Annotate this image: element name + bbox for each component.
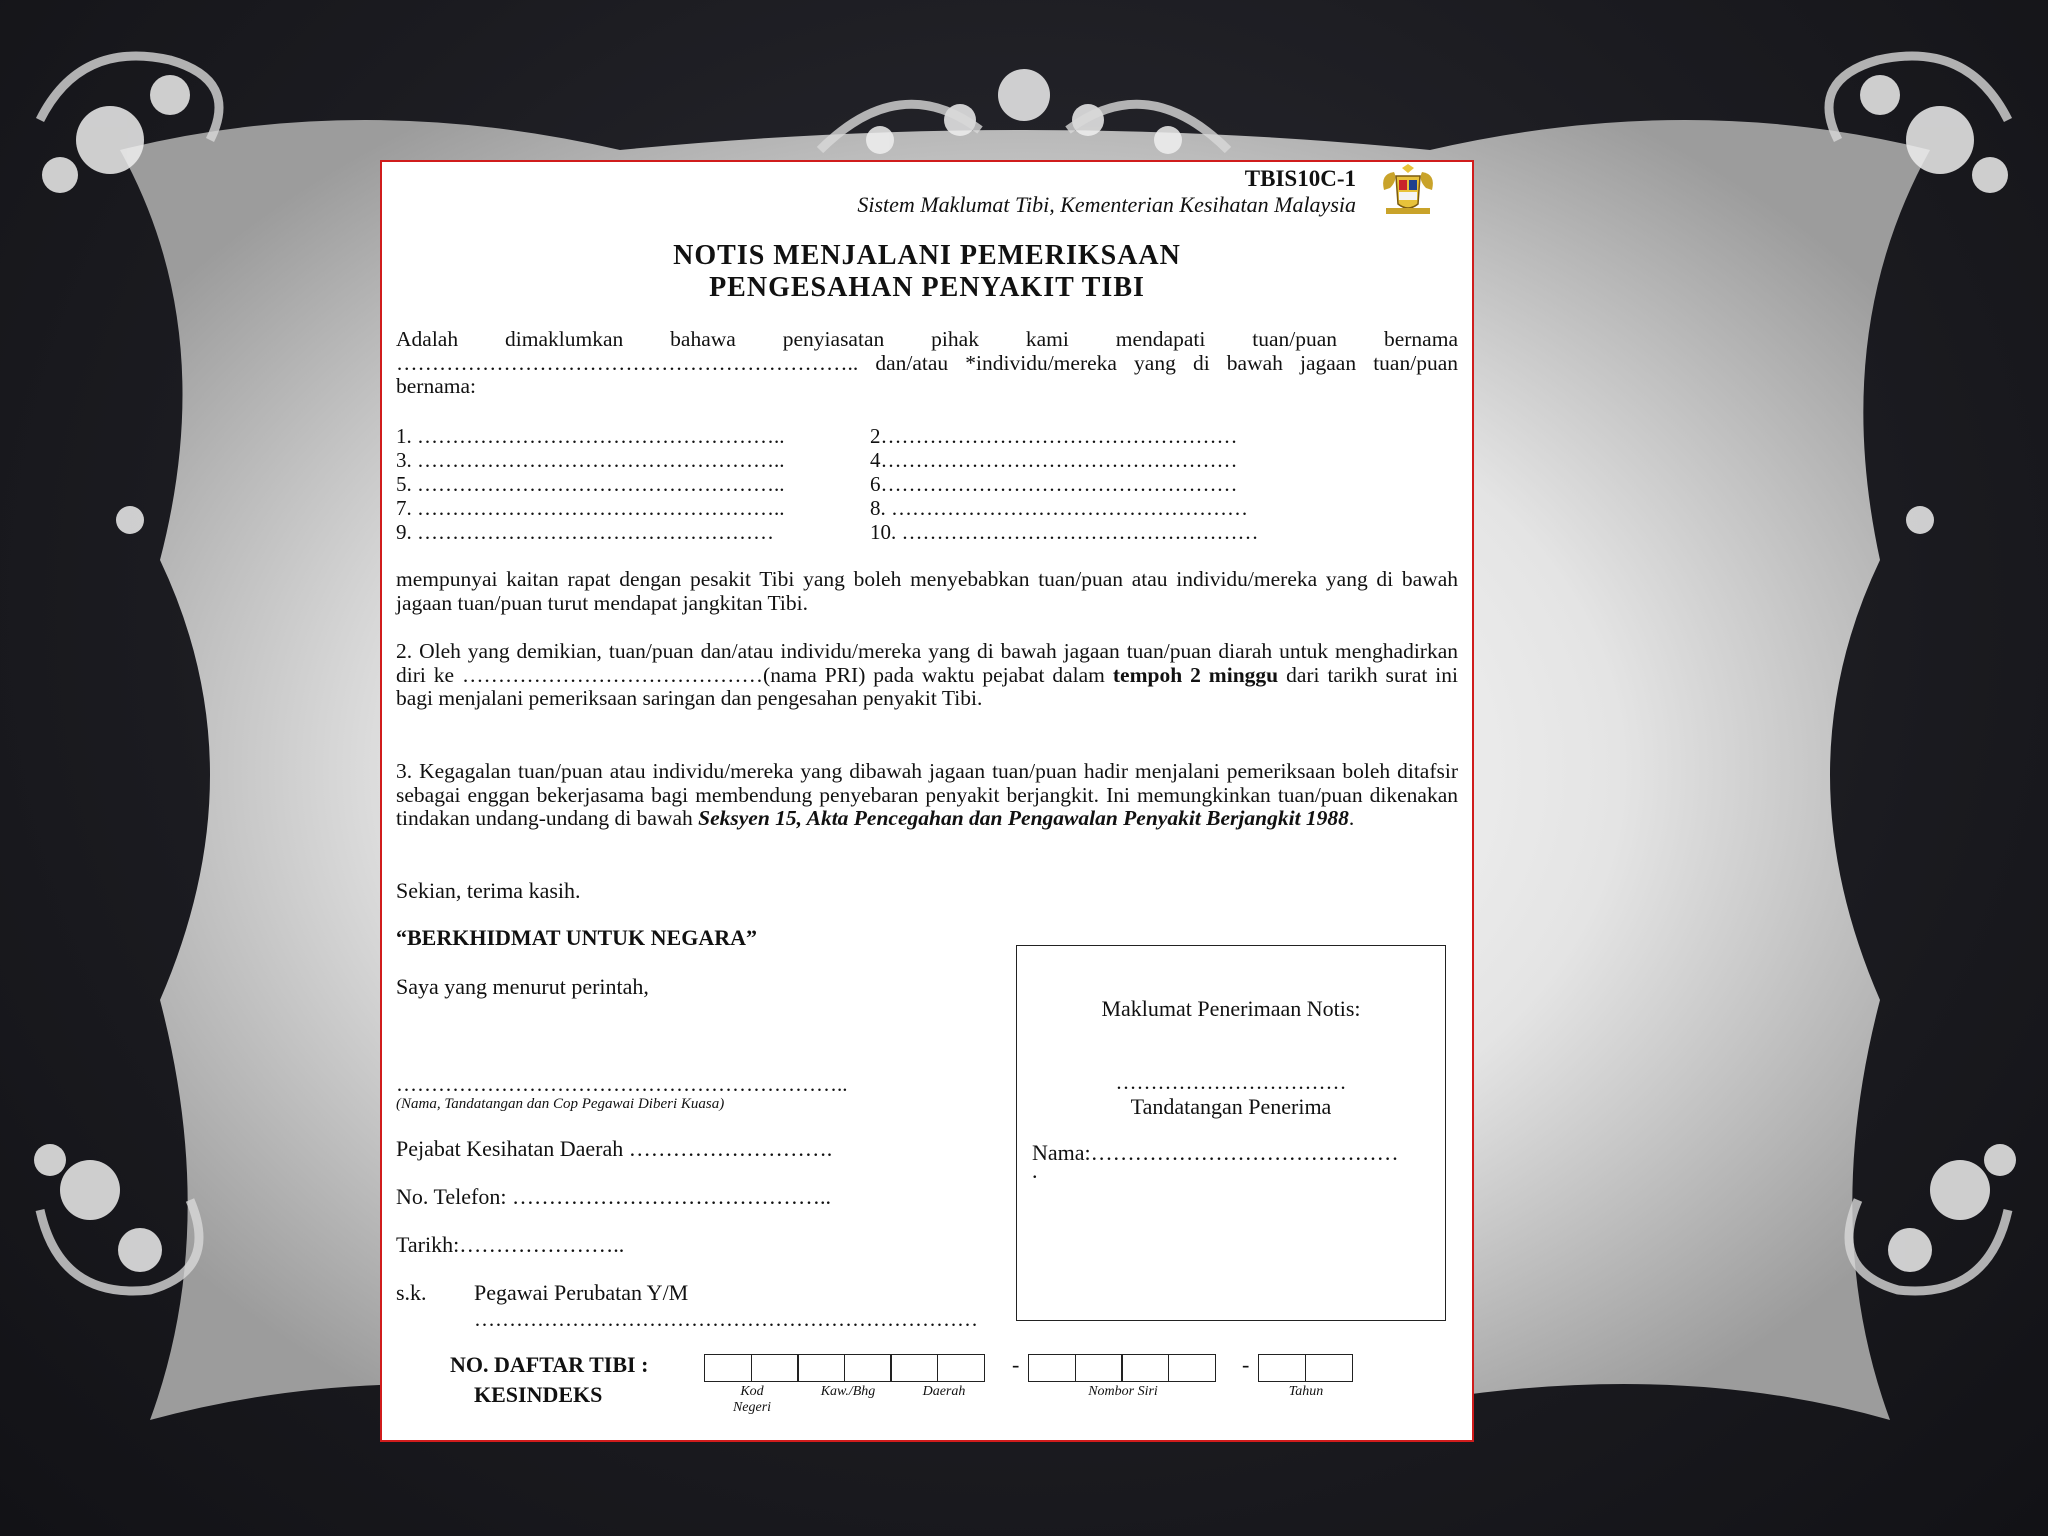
cell-label-tahun: Tahun	[1288, 1384, 1324, 1399]
receipt-dot: .	[1032, 1158, 1038, 1183]
title-line-1: NOTIS MENJALANI PEMERIKSAAN	[673, 240, 1181, 271]
registry-cell	[751, 1354, 799, 1382]
registry-dash-1: -	[1012, 1352, 1020, 1377]
receipt-box	[1016, 945, 1446, 1321]
law-reference: Seksyen 15, Akta Pencegahan dan Pengawalan Penyakit Berjangkit 1988	[698, 806, 1349, 830]
signature-line: ………………………………………………………..	[396, 1072, 848, 1096]
name-line-4: 4……………………………………………	[870, 448, 1238, 472]
registry-cell	[797, 1354, 845, 1382]
registry-cell	[844, 1354, 892, 1382]
registry-cell	[1168, 1354, 1216, 1382]
registry-subtitle: KESINDEKS	[474, 1382, 603, 1407]
registry-cell	[890, 1354, 938, 1382]
deadline-emphasis: tempoh 2 minggu	[1112, 662, 1279, 687]
registry-cells-group-1	[704, 1354, 983, 1382]
obedient-line: Saya yang menurut perintah,	[396, 974, 649, 999]
contact-paragraph: mempunyai kaitan rapat dengan pesakit Tibi yang boleh menyebabkan tuan/puan atau individu/mereka yang di bawah jagaan tuan/puan turut mendapat jangkitan Tibi.	[396, 567, 1458, 615]
title-line-2: PENGESAHAN PENYAKIT TIBI	[709, 272, 1145, 303]
registry-dash-2: -	[1242, 1352, 1250, 1377]
name-line-1: 1. ……………………………………………..	[396, 424, 785, 448]
tb-notice-document	[380, 160, 1474, 1442]
receipt-name-field: Nama:……………………………………	[1032, 1140, 1399, 1165]
registry-cells-group-2	[1028, 1354, 1214, 1382]
intro-paragraph: Adalah dimaklumkan bahawa penyiasatan pihak kami mendapati tuan/puan bernama ……………………………………………………….. dan/atau *individu/mereka yang di bawah jagaan tuan/puan bernama:	[396, 327, 1458, 398]
names-list-left	[396, 424, 785, 544]
cell-label-kod-negeri: Kod Negeri	[732, 1384, 772, 1415]
name-line-7: 7. ……………………………………………..	[396, 496, 785, 520]
cell-label-daerah: Daerah	[922, 1384, 966, 1399]
paragraph-3: 3. Kegagalan tuan/puan atau individu/mereka yang dibawah jagaan tuan/puan hadir menjalani pemeriksaan boleh ditafsir sebagai enggan bekerjasama bagi membendung penyebaran penyakit berjangkit. Ini memungkinkan tuan/puan dikenakan tindakan undang-undang di bawah Seksyen 15, Akta Pencegahan dan Pengawalan Penyakit Berjangkit 1988.	[396, 759, 1458, 830]
registry-cell	[1305, 1354, 1353, 1382]
date-field: Tarikh:…………………..	[396, 1232, 625, 1257]
registry-cell	[937, 1354, 985, 1382]
name-line-3: 3. ……………………………………………..	[396, 448, 785, 472]
cc-line: ………………………………………………………………	[474, 1307, 978, 1331]
form-source: Sistem Maklumat Tibi, Kementerian Kesihatan Malaysia	[857, 192, 1356, 217]
registry-cell	[704, 1354, 752, 1382]
name-line-10: 10. ……………………………………………	[870, 520, 1259, 544]
registry-label: NO. DAFTAR TIBI :	[450, 1352, 649, 1377]
closing-text: Sekian, terima kasih.	[396, 878, 581, 903]
receipt-title: Maklumat Penerimaan Notis:	[1101, 996, 1361, 1021]
name-line-5: 5. ……………………………………………..	[396, 472, 785, 496]
receipt-signature-label: Tandatangan Penerima	[1130, 1094, 1332, 1119]
signature-caption: (Nama, Tandatangan dan Cop Pegawai Diberi Kuasa)	[396, 1096, 725, 1112]
phone-field: No. Telefon: ……………………………………..	[396, 1184, 831, 1209]
cc-value: Pegawai Perubatan Y/M	[474, 1280, 689, 1305]
registry-cell	[1028, 1354, 1076, 1382]
registry-cell	[1075, 1354, 1123, 1382]
registry-cell	[1258, 1354, 1306, 1382]
cell-label-kaw: Kaw./Bhg	[820, 1384, 876, 1399]
office-field: Pejabat Kesihatan Daerah ……………………….	[396, 1136, 833, 1161]
motto: “BERKHIDMAT UNTUK NEGARA”	[396, 925, 757, 950]
registry-cell	[1121, 1354, 1169, 1382]
name-line-9: 9. ……………………………………………	[396, 520, 774, 544]
form-code: TBIS10C-1	[1244, 166, 1356, 191]
cell-label-nombor-siri: Nombor Siri	[1088, 1384, 1158, 1399]
paragraph-2: 2. Oleh yang demikian, tuan/puan dan/atau individu/mereka yang di bawah jagaan tuan/puan diarah untuk menghadirkan diri ke ……………………………………(nama PRI) pada waktu pejabat dalam tempoh 2 minggu dari tarikh surat ini bagi menjalani pemeriksaan saringan dan pengesahan penyakit Tibi.	[396, 639, 1459, 710]
receipt-signature-line: ……………………………	[1115, 1070, 1347, 1094]
name-line-8: 8. ……………………………………………	[870, 496, 1248, 520]
names-list-right	[870, 424, 1259, 544]
name-line-2: 2……………………………………………	[870, 424, 1238, 448]
cc-label: s.k.	[396, 1280, 427, 1305]
name-line-6: 6……………………………………………	[870, 472, 1238, 496]
malaysia-coat-of-arms-icon	[1376, 164, 1440, 218]
registry-cells-group-3	[1258, 1354, 1351, 1382]
